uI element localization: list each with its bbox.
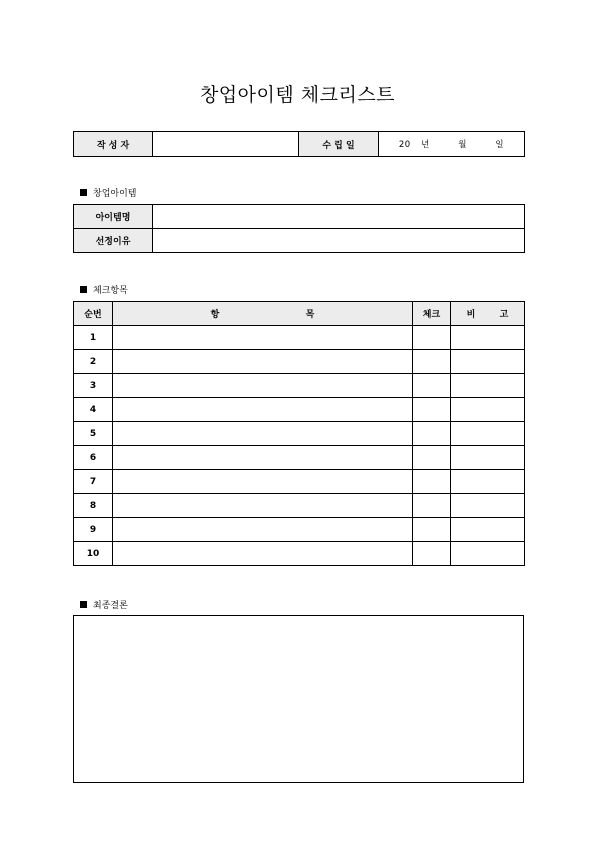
row-check-field[interactable] (413, 542, 451, 566)
row-item-field[interactable] (113, 326, 413, 350)
row-number: 4 (74, 398, 113, 422)
row-item-field[interactable] (113, 494, 413, 518)
item-name-label: 아이템명 (74, 205, 153, 229)
row-number: 8 (74, 494, 113, 518)
row-item-field[interactable] (113, 542, 413, 566)
col-header-check: 체크 (413, 302, 451, 326)
check-table (73, 301, 525, 566)
section-heading-check-label: 체크항목 (93, 286, 128, 296)
col-header-item (113, 302, 413, 326)
col-header-item-left: 항 (210, 310, 220, 320)
table-row (74, 494, 525, 518)
row-number: 3 (74, 374, 113, 398)
row-note-field[interactable] (451, 542, 525, 566)
row-number: 10 (74, 542, 113, 566)
square-bullet-icon (80, 189, 87, 196)
item-reason-label: 선정이유 (74, 229, 153, 253)
date-year-unit: 년 (421, 140, 430, 150)
square-bullet-icon (80, 286, 87, 293)
row-check-field[interactable] (413, 326, 451, 350)
item-reason-field[interactable] (153, 229, 525, 253)
date-year: 20 (398, 140, 411, 150)
row-check-field[interactable] (413, 494, 451, 518)
row-check-field[interactable] (413, 422, 451, 446)
section-heading-item (80, 186, 136, 199)
author-label: 작 성 자 (74, 132, 153, 157)
row-check-field[interactable] (413, 398, 451, 422)
item-name-field[interactable] (153, 205, 525, 229)
row-item-field[interactable] (113, 422, 413, 446)
date-month-unit: 월 (458, 140, 467, 150)
row-item-field[interactable] (113, 470, 413, 494)
square-bullet-icon (80, 601, 87, 608)
row-check-field[interactable] (413, 350, 451, 374)
item-table (73, 204, 525, 253)
table-row (74, 446, 525, 470)
row-item-field[interactable] (113, 518, 413, 542)
row-note-field[interactable] (451, 374, 525, 398)
row-note-field[interactable] (451, 470, 525, 494)
row-item-field[interactable] (113, 374, 413, 398)
section-heading-item-label: 창업아이템 (93, 189, 137, 199)
row-check-field[interactable] (413, 470, 451, 494)
row-item-field[interactable] (113, 398, 413, 422)
row-note-field[interactable] (451, 518, 525, 542)
row-number: 7 (74, 470, 113, 494)
page-title: 창업아이템 체크리스트 (199, 84, 396, 106)
row-note-field[interactable] (451, 446, 525, 470)
row-check-field[interactable] (413, 446, 451, 470)
row-number: 1 (74, 326, 113, 350)
row-note-field[interactable] (451, 422, 525, 446)
row-note-field[interactable] (451, 326, 525, 350)
header-table (73, 131, 525, 157)
table-row (74, 326, 525, 350)
date-label: 수 립 일 (299, 132, 379, 157)
table-row (74, 518, 525, 542)
section-heading-conclusion-label: 최종결론 (93, 601, 128, 611)
table-row (74, 350, 525, 374)
row-check-field[interactable] (413, 518, 451, 542)
col-header-item-right: 목 (305, 310, 315, 320)
table-row (74, 470, 525, 494)
col-header-note-right: 고 (499, 310, 509, 320)
date-day-unit: 일 (495, 140, 505, 150)
row-note-field[interactable] (451, 350, 525, 374)
row-note-field[interactable] (451, 494, 525, 518)
section-heading-conclusion (80, 598, 128, 611)
date-field[interactable] (379, 132, 525, 157)
col-header-note (451, 302, 525, 326)
col-header-note-left: 비 (466, 310, 476, 320)
row-item-field[interactable] (113, 446, 413, 470)
conclusion-field[interactable] (73, 615, 524, 783)
table-row (74, 422, 525, 446)
author-field[interactable] (153, 132, 299, 157)
row-item-field[interactable] (113, 350, 413, 374)
table-row (74, 398, 525, 422)
row-number: 5 (74, 422, 113, 446)
row-number: 2 (74, 350, 113, 374)
row-number: 9 (74, 518, 113, 542)
col-header-no: 순번 (74, 302, 113, 326)
table-row (74, 542, 525, 566)
table-row (74, 374, 525, 398)
row-check-field[interactable] (413, 374, 451, 398)
section-heading-check (80, 283, 128, 296)
row-note-field[interactable] (451, 398, 525, 422)
row-number: 6 (74, 446, 113, 470)
